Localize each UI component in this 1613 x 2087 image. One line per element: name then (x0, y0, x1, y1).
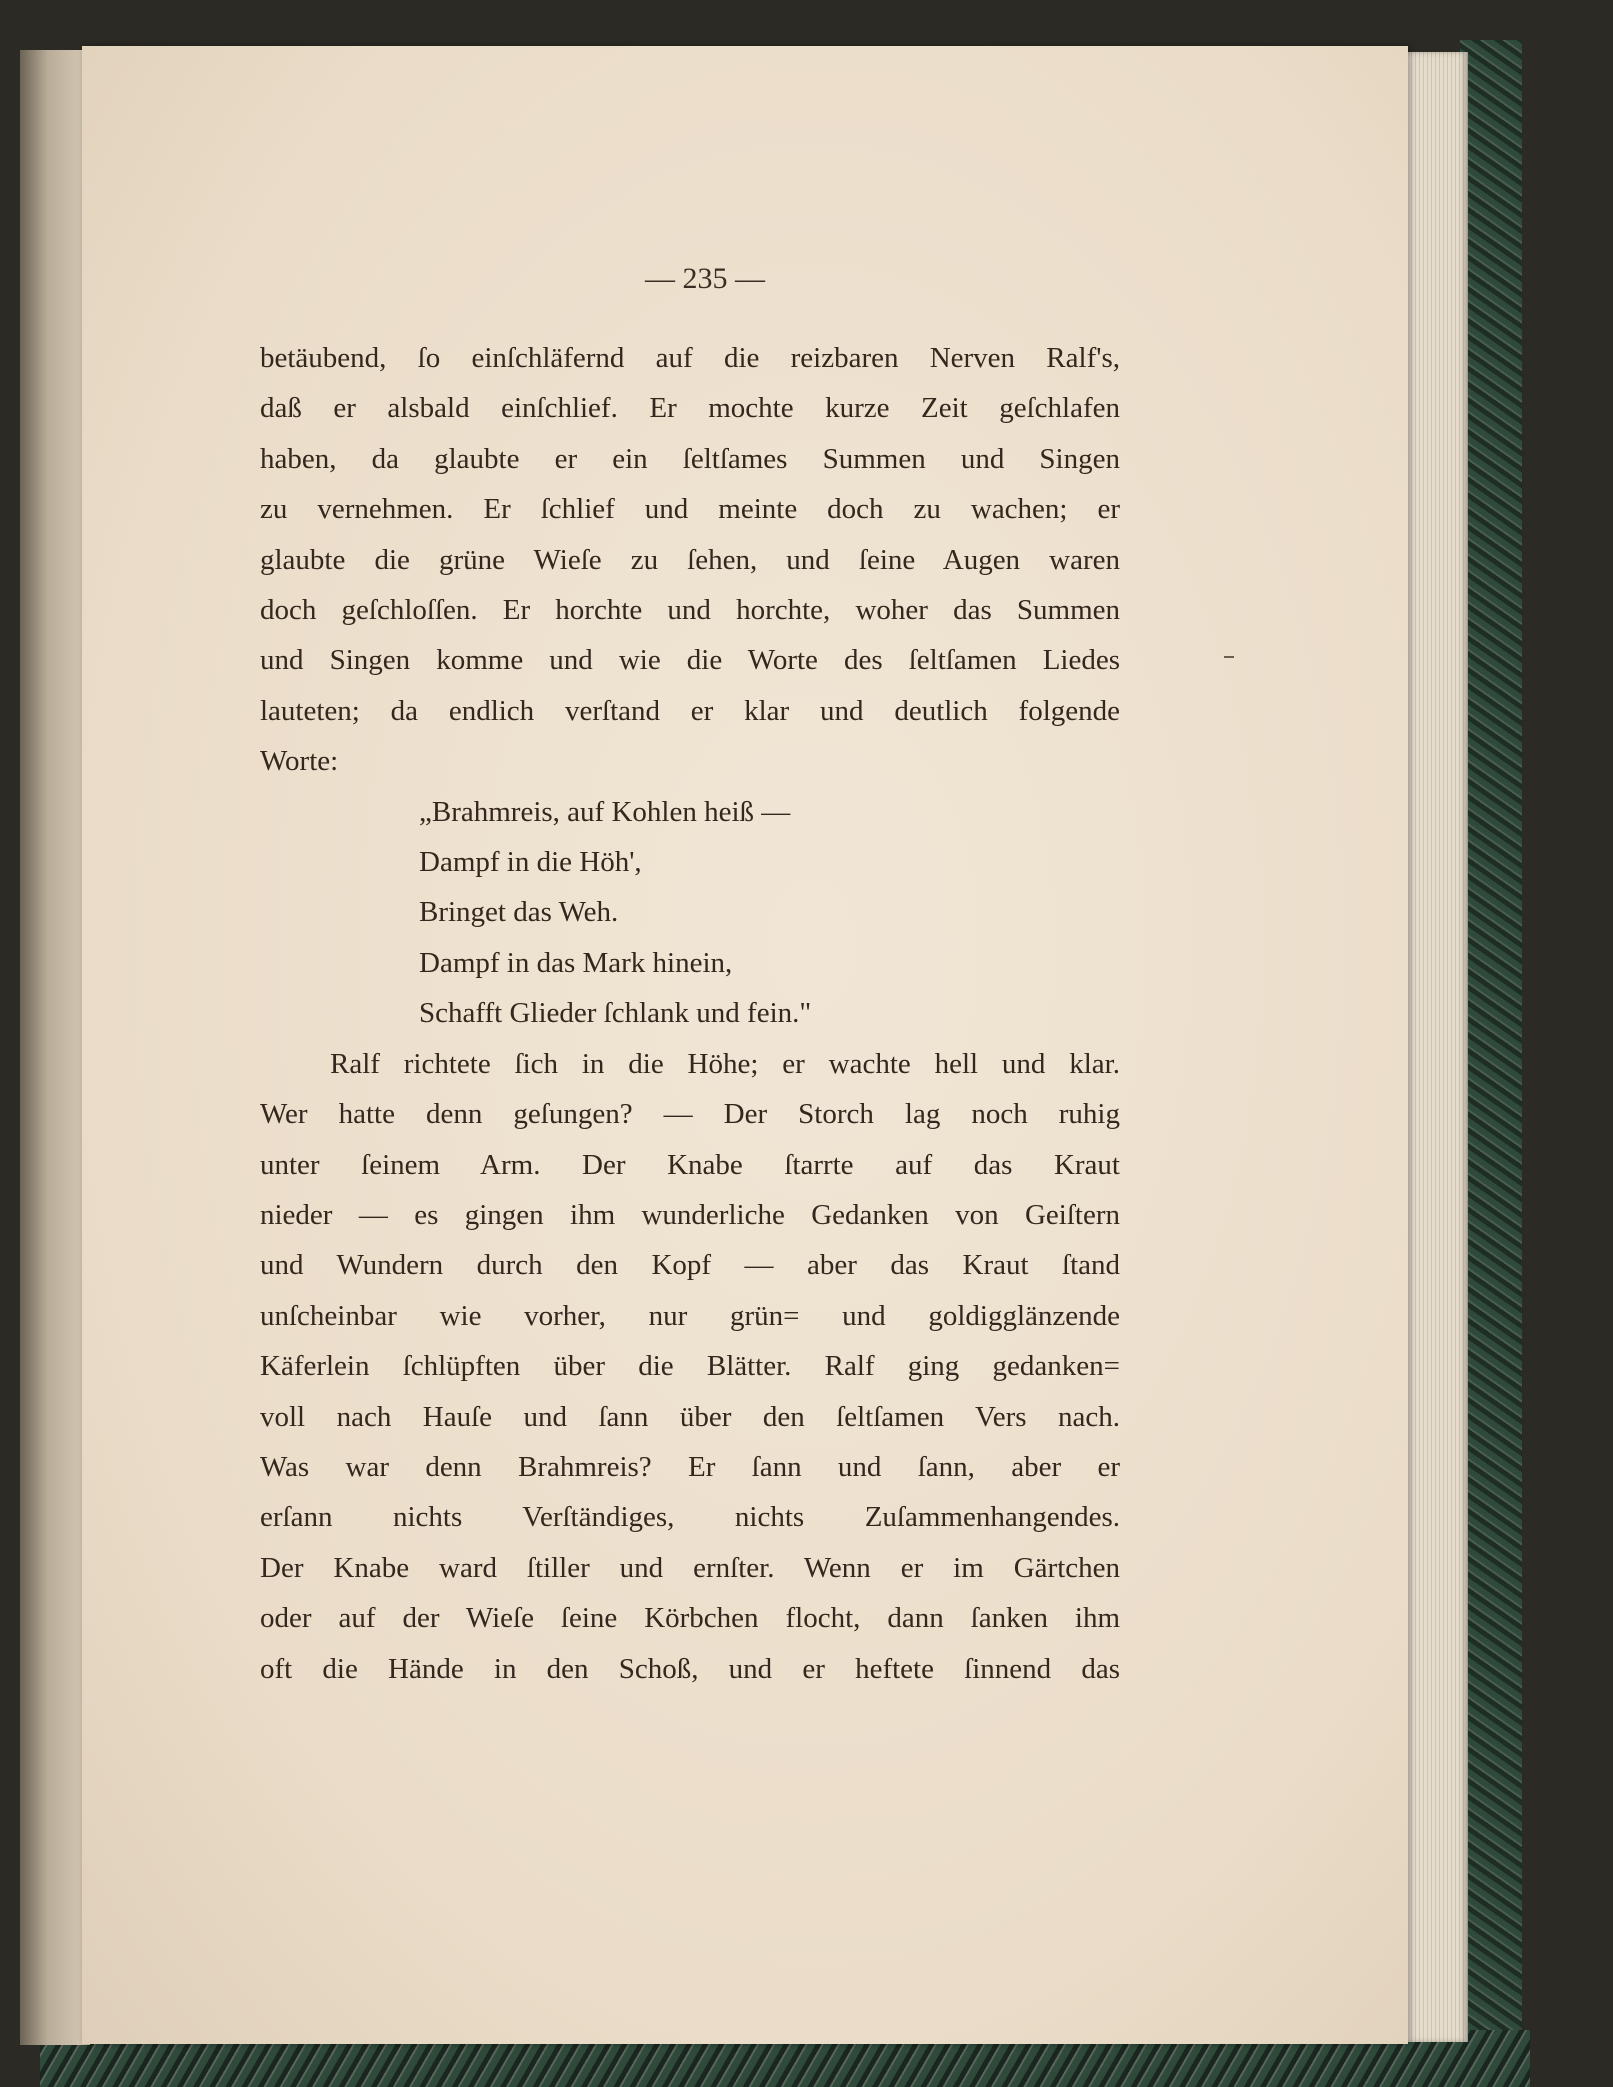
text-line: nieder — es gingen ihm wunderliche Gedanken von Geiſtern (260, 1198, 1120, 1231)
text-line: oft die Hände in den Schoß, und er heftete ſinnend das (260, 1652, 1120, 1685)
text-line: glaubte die grüne Wieſe zu ſehen, und ſeine Augen waren (260, 543, 1120, 576)
verse-line: „Brahmreis, auf Kohlen heiß — (419, 795, 791, 828)
text-line: haben, da glaubte er ein ſeltſames Summen und Singen (260, 442, 1120, 475)
text-line: doch geſchloſſen. Er horchte und horchte, woher das Summen (260, 594, 1120, 627)
text-line: erſann nichts Verſtändiges, nichts Zuſammenhangendes. (260, 1501, 1120, 1534)
text-line: daß er alsbald einſchlief. Er mochte kurze Zeit geſchlafen (260, 392, 1120, 425)
text-line: und Singen komme und wie die Worte des ſeltſamen Liedes (260, 644, 1120, 677)
text-line: Der Knabe ward ſtiller und ernſter. Wenn er im Gärtchen (260, 1551, 1120, 1584)
verse-line: Schafft Glieder ſchlank und fein." (419, 997, 812, 1030)
verse-line: Bringet das Weh. (419, 896, 619, 929)
text-line: Worte: (260, 745, 339, 778)
text-line: Ralf richtete ſich in die Höhe; er wachte hell und klar. (330, 1047, 1120, 1080)
text-line: Wer hatte denn geſungen? — Der Storch lag noch ruhig (260, 1098, 1120, 1131)
text-line: oder auf der Wieſe ſeine Körbchen flocht, dann ſanken ihm (260, 1602, 1120, 1635)
margin-mark (1224, 656, 1234, 658)
text-line: betäubend, ſo einſchläfernd auf die reizbaren Nerven Ralf's, (260, 342, 1120, 374)
text-line: Was war denn Brahmreis? Er ſann und ſann, aber er (260, 1450, 1120, 1483)
book-cover-right (1460, 40, 1522, 2087)
page-edges (1400, 52, 1468, 2042)
text-line: und Wundern durch den Kopf — aber das Kraut ſtand (260, 1249, 1120, 1282)
text-line: lauteten; da endlich verſtand er klar und deutlich folgende (260, 694, 1120, 727)
page-number: — 235 — (645, 262, 765, 295)
verse-line: Dampf in das Mark hinein, (419, 946, 733, 979)
verse-line: Dampf in die Höh', (419, 846, 642, 879)
body-text (260, 333, 1120, 1694)
text-line: zu vernehmen. Er ſchlief und meinte doch zu wachen; er (260, 493, 1120, 526)
text-line: Käferlein ſchlüpften über die Blätter. Ralf ging gedanken= (260, 1350, 1120, 1383)
text-line: unſcheinbar wie vorher, nur grün= und goldigglänzende (260, 1299, 1120, 1332)
left-page-edge (20, 50, 90, 2045)
text-line: voll nach Hauſe und ſann über den ſeltſamen Vers nach. (260, 1400, 1120, 1433)
text-line: unter ſeinem Arm. Der Knabe ſtarrte auf das Kraut (260, 1148, 1120, 1181)
